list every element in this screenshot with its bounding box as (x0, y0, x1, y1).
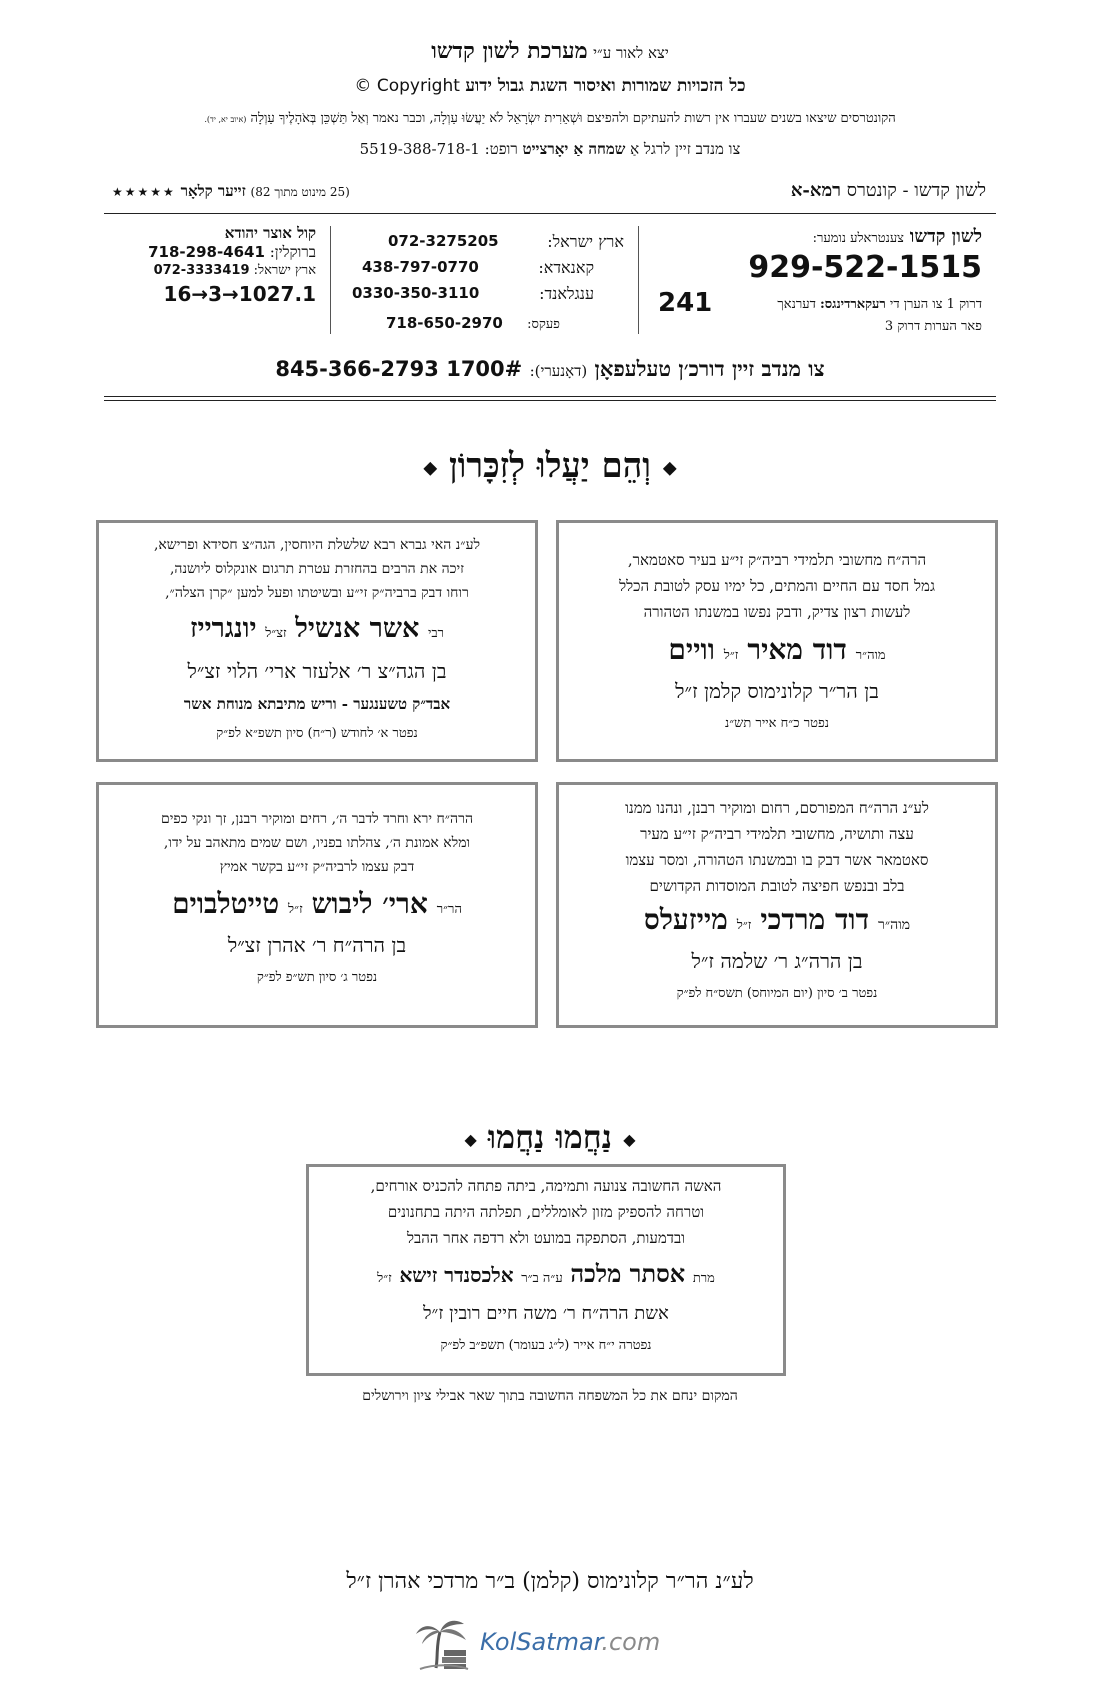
kol-brooklyn-label: ברוקלין: (269, 243, 316, 261)
clarity-label: זייער קלאָר (180, 182, 246, 200)
copyright-line (0, 76, 1100, 96)
sponsor-number[interactable]: 845-366-2793 (275, 357, 439, 381)
memorial-box (96, 782, 538, 1028)
country-label: קאנאדא: (538, 258, 594, 277)
memorial-line: לע״נ הרה״ח המפורסם, רחום ומוקיר רבנן, ונהנו ממנו (625, 799, 929, 817)
main-phone-number[interactable]: 929-522-1515 (748, 250, 982, 285)
deceased-name: אסתר מלכה (570, 1259, 686, 1288)
press3-line: פאר הערות דרוק 3 (884, 319, 982, 334)
star-rating-icon: ★★★★★ (112, 185, 176, 199)
title-prefix: מרת (692, 1271, 715, 1286)
main-line-title (813, 226, 982, 247)
father-name: אלכסנדר זישא (399, 1263, 514, 1287)
consolation-title-text: נַחֲמוּ נַחֲמוּ (487, 1118, 613, 1156)
country-number[interactable]: 0330-350-3110 (352, 284, 480, 302)
divider-v2 (330, 226, 331, 334)
consolation-line: וטרחה להספיק מזון לאומללים, תפלתה היתה בתחנונים (387, 1203, 705, 1221)
kol-brooklyn-number[interactable]: 718-298-4641 (148, 243, 265, 261)
palm-tree-icon (414, 1612, 470, 1670)
consolation-title (0, 1118, 1100, 1156)
title-prefix: מוה״ר (877, 917, 911, 933)
deceased-name: דוד מרדכי (760, 903, 870, 936)
diamond-icon: ◆ (623, 1130, 636, 1149)
title-prefix: רבי (427, 626, 444, 641)
country-label: ארץ ישראל: (547, 232, 624, 251)
memorial-title (0, 446, 1100, 486)
title-prefix: מוה״ר (855, 648, 886, 663)
press1-line (777, 296, 982, 312)
deceased-surname: יונגרייז (189, 613, 257, 644)
footer-dedication: לע״נ הר״ר קלונימוס (קלמן) ב״ר מרדכי אהרן ז״ל (346, 1569, 754, 1594)
sponsor-paren: (דאָנערי): (529, 362, 588, 380)
memorial-box (556, 782, 998, 1028)
date-line: נפטר ב׳ סיון (יום המיוחס) תשס״ח לפ״ק (676, 986, 878, 1001)
rights-text: כל הזכויות שמורות ואיסור השגת גבול ידוע (465, 76, 746, 96)
father-line: בן הרה״ח ר׳ אהרן זצ״ל (227, 933, 407, 957)
memorial-name-line (99, 887, 535, 921)
series-title (791, 180, 986, 201)
publisher-name: מערכת לשון קדשו (431, 38, 588, 64)
country-row (346, 314, 624, 340)
consolation-line: ובדמעות, הסתפקה במועט ולא רדפה אחר ההבל (406, 1229, 686, 1247)
memorial-box (556, 520, 998, 762)
memorial-name-line (99, 613, 535, 644)
memorial-line: הרה״ח ירא וחרד לדבר ה׳, רחים ומוקיר רבנן, זך ונקי כפים (160, 811, 474, 827)
deceased-surname: מייזעלס (643, 903, 728, 936)
recordings-code: 241 (658, 288, 713, 318)
press1-tail: דערנאך (777, 297, 816, 312)
kol-israel-label: ארץ ישראל: (253, 263, 316, 278)
memorial-line: רוחו דבק ברביה״ק זי״ע ובשיטתו ופעל למען ״קרן הצלה״, (165, 585, 469, 601)
kol-code: 16→3→1027.1 (163, 282, 316, 306)
fax-label: פעקס: (527, 317, 560, 332)
series-label: לשון קדשו - קונטרס (846, 180, 986, 201)
memorial-name-line (559, 633, 995, 667)
deceased-name: דוד מאיר (747, 633, 847, 666)
memorial-line: גמל חסד עם החיים והמתים, כל ימיו עסק לטובת הכלל (619, 577, 935, 595)
series-code: רמא-א (790, 180, 841, 201)
rating (112, 182, 350, 201)
minutes-text: (25 מינוט מתוך 82) (250, 185, 350, 199)
memorial-line: לע״נ האי גברא רבא שלשלת היוחסין, הגה״צ חסידא ופרישא, (153, 537, 481, 553)
publisher-line (0, 38, 1100, 64)
logo-main: KolSatmar (480, 1628, 602, 1656)
title-prefix: הר״ר (436, 902, 462, 917)
country-row (346, 232, 624, 258)
consolation-note: המקום ינחם את כל המשפחה החשובה בתוך שאר אבילי ציון וירושלים (362, 1388, 738, 1404)
kol-title: קול אוצר יהודא (224, 224, 316, 242)
memorial-line: זיכה את הרבים בהחזרת עטרת תרגום אונקלוס ליושנה, (169, 561, 465, 577)
date-line: נפטרה י״ח אייר (ל״ג בעומר) תשפ״ב לפ״ק (440, 1338, 652, 1353)
title-line: אבד״ק טשענגער - וריש מתיבתא מנוחת אשר (183, 695, 451, 713)
honorific: ז״ל (723, 648, 739, 663)
honorific: ז״ל (288, 902, 303, 917)
country-number[interactable]: 438-797-0770 (362, 258, 479, 276)
deceased-surname: וויים (668, 633, 715, 666)
publisher-prefix: יצא לאור ע״י (593, 44, 669, 62)
diamond-icon: ◆ (662, 457, 677, 479)
kolsatmar-logo[interactable] (414, 1612, 694, 1672)
honorific: זצ״ל (265, 626, 287, 641)
diamond-icon: ◆ (423, 457, 438, 479)
date-line: נפטר ג׳ סיון תש״פ לפ״ק (256, 970, 378, 985)
father-line: בן הרה״ג ר׳ שלמה ז״ל (691, 949, 863, 973)
memorial-line: עצה ותושיה, מחשובי תלמידי רביה״ק זי״ע מעיר (640, 825, 914, 843)
press1-text: דרוק 1 צו הערן די (889, 297, 982, 312)
diamond-icon: ◆ (464, 1130, 477, 1149)
consolation-line: האשה החשובה צנועה ותמימה, ביתה פתחה להכניס אורחים, (370, 1177, 722, 1195)
father-line: בן הגה״צ ר׳ אלעזר ארי׳ הלוי זצ״ל (187, 659, 447, 683)
country-numbers (346, 232, 624, 340)
deceased-name: אשר אנשיל (295, 613, 420, 644)
memorial-line: בלב ובנפש חפיצה לטובת המוסדות הקדושים (649, 877, 905, 895)
memorial-line: סאטמאר אשר דבק בו ובמשנתו הטהורה, ומסר עצמו (625, 851, 929, 869)
notice-line (60, 110, 1040, 126)
memorial-name-line (559, 903, 995, 937)
consolation-box (306, 1164, 786, 1376)
main-line-name: לשון קדשו (909, 226, 982, 247)
memorial-title-text: וְהֵם יַעֲלוּ לְזִכָּרוֹן (449, 446, 651, 486)
notice-ref: (איוב יא, יד). (204, 115, 247, 124)
father-line: בן הר״ר קלונימוס קלמן ז״ל (675, 679, 879, 703)
sponsor-text: צו מנדב זיין דורכ׳ן טעלעפאָן (594, 356, 825, 381)
country-row (346, 258, 624, 284)
simcha-prefix: צו מנדב זיין לרגל אַ (630, 140, 741, 158)
country-row (346, 284, 624, 314)
deceased-name: ארי׳ ליבוש (311, 887, 428, 920)
main-line-sub: צענטראלע נומער: (812, 231, 904, 246)
date-line: נפטר כ״ח אייר תש״נ (725, 716, 829, 731)
memorial-box (96, 520, 538, 762)
country-number[interactable]: 072-3275205 (388, 232, 499, 250)
divider-top (104, 213, 996, 214)
fax-number[interactable]: 718-650-2970 (386, 314, 503, 332)
simcha-suffix: רופט: 5519-388-718-1 (359, 140, 518, 158)
press1-bold: רעקארדינגס: (819, 297, 886, 312)
date-line: נפטר א׳ לחודש (ר״ח) סיון תשפ״א לפ״ק (216, 726, 418, 741)
honorific: ז״ל (736, 918, 752, 933)
notice-text: הקונטרסים שיצאו בשנים שעברו אין רשות להעתיקם ולהפיצם וּשְׁאֵרִית יִשְׂרָאֵל לֹא יַעֲשׂוּ עַוְלָה, וכבר נאמר וְאַל תַּשְׁכֵּן בְּאֹהָלֶיךָ עַוְלָה (250, 111, 896, 126)
logo-suffix: .com (601, 1628, 661, 1656)
honorific: ז״ל (377, 1271, 392, 1286)
sponsor-phone-line (0, 356, 1100, 382)
husband-line: אשת הרה״ח ר׳ משה חיים רובין ז״ל (423, 1303, 669, 1324)
divider-double-1 (104, 396, 996, 397)
deceased-surname: טייטלבוים (172, 887, 280, 920)
memorial-line: לעשות רצון צדיק, ודבק נפשו במשנתו הטהורה (643, 603, 911, 621)
sponsor-code: 1700# (446, 357, 523, 381)
copyright-text: Copyright © (354, 76, 460, 96)
kol-israel-number[interactable]: 072-3333419 (153, 263, 250, 278)
divider-double-2 (104, 400, 996, 401)
simcha-line (0, 140, 1100, 159)
logo-text (480, 1628, 660, 1656)
country-label: ענגלאנד: (539, 284, 594, 303)
simcha-name: שמחה אַ יאָרצייט (522, 140, 626, 158)
memorial-line: ומלא אמונת ה׳, צהלתו בפניו, ושם שמים מתאהב על ידו, (163, 835, 471, 851)
divider-v1 (638, 226, 639, 334)
honorific: ע״ה ב״ר (521, 1271, 563, 1286)
kol-otzar-block (126, 224, 316, 306)
memorial-line: דבק עצמו לרביה״ק זי״ע בקשר אמיץ (219, 859, 415, 875)
consolation-name-line (309, 1259, 783, 1289)
memorial-line: הרה״ח מחשובי תלמידי רביה״ק זי״ע בעיר סאטמאר, (627, 551, 927, 569)
